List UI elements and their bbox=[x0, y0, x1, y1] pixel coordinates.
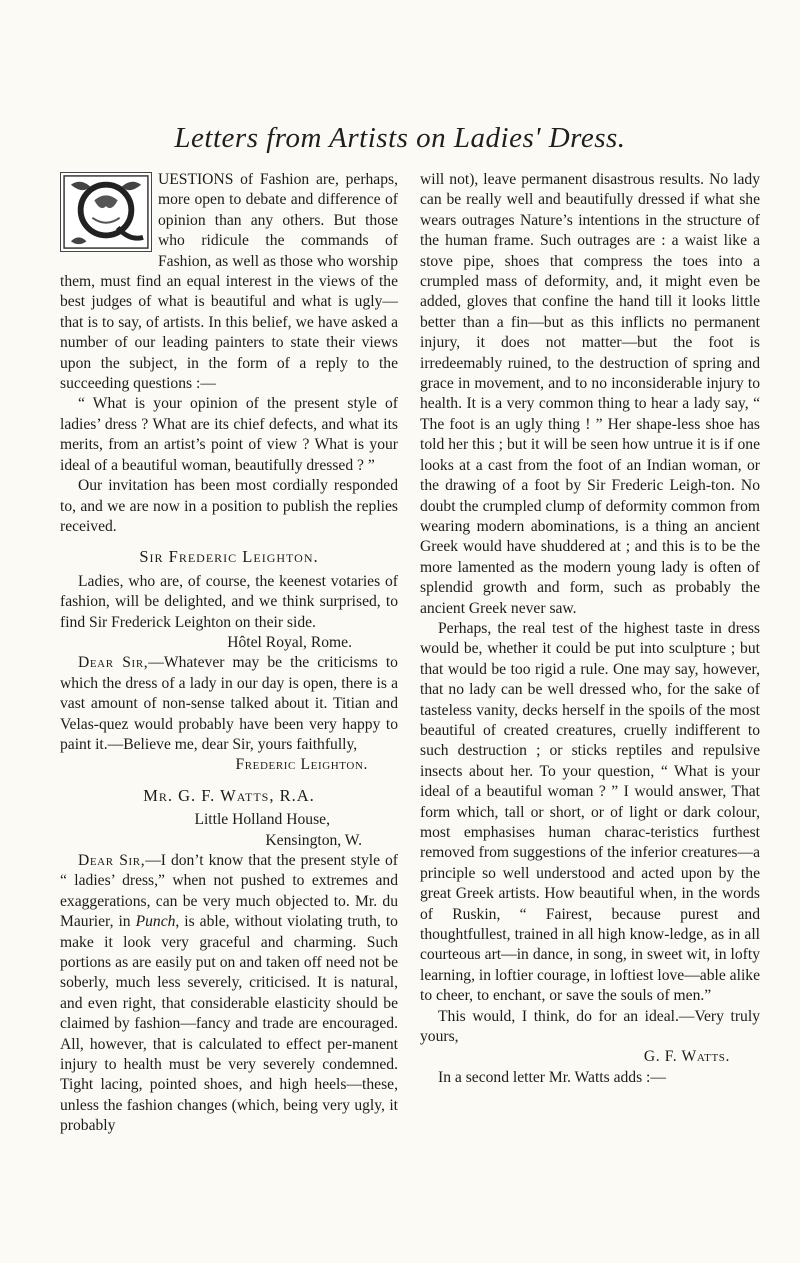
watts-letter-body-b: , is able, without violating truth, to make it look very graceful and charming. Such portions as are easily put on and taken off need not be soberly, much less severely, criticised. It is natural, and even right, that considerable elasticity should be claimed by fashion—fancy and trade are encouraged. All, however, that is calculated to effect per-manent injury to health must be very severely condemned. Tight lacing, pointed shoes, and high heels—these, unless the fashion changes (which, being very ugly, it probably bbox=[60, 913, 398, 1135]
ornament-icon bbox=[61, 173, 151, 251]
salutation: Dear Sir, bbox=[78, 852, 146, 869]
watts-letter-body-a: —I don’t know that the present style of “ ladies’ dress,” when not pushed to extremes and exaggerations, can be very much objected to. Mr. du Maurier, in bbox=[60, 852, 398, 931]
intro-questions: “ What is your opinion of the present style of ladies’ dress ? What are its chief defects, and what its merits, from an artist’s point of view ? What is your ideal of a beautiful woman, beautifully dressed ? ” bbox=[60, 395, 398, 474]
salutation: Dear Sir, bbox=[78, 654, 149, 672]
paragraph-second-letter: In a second letter Mr. Watts adds :— bbox=[438, 1068, 666, 1086]
intro-paragraph-3: Our invitation has been most cordially responded to, and we are now in a position to publish the replies received. bbox=[60, 477, 398, 535]
address-watts-line1: Little Holland House, bbox=[194, 811, 330, 829]
watts-letter-continued: will not), leave permanent disastrous results. No lady can be really well and beautifully dressed if what she wears outrages Nature’s intentions in the structure of the human frame. Such outrages are : a waist like a stove pipe, shoes that compress the toes into a crumpled mass of deformity, and, it might even be added, gloves that confine the hand till it looks little better than a fin—but as this inflicts no permanent injury, it does not matter—but the foot is irredeemably ruined, to the destruction of spring and grace in movement, and to no inconsiderable injury to health. It is a very common thing to hear a lady say, “ The foot is an ugly thing ! ” Her shape-less shoe has told her this ; but it will be seen how untrue it is if one looks at a cast from the foot of an Indian woman, or the drawing of a foot by Sir Frederic Leigh-ton. No doubt the crumpled clump of deformity common from wearing modern abominations, is a thing an ancient Greek would have shuddered at ; and this is to be the more lamented as the modern young lady is often of splendid growth and form, such as probably the ancient Greek never saw. bbox=[420, 171, 760, 617]
leighton-intro: Ladies, who are, of course, the keenest votaries of fashion, will be delighted, and we think surprised, to find Sir Frederick Leighton on their side. bbox=[60, 572, 398, 631]
watts-letter bbox=[60, 851, 398, 1137]
right-column bbox=[420, 170, 760, 1088]
punch-title: Punch bbox=[135, 913, 176, 931]
leighton-letter-body: —Whatever may be the criticisms to which the dress of a lady in our day is open, there is a vast amount of non-sense talked about it. Titian and Velas-quez would probably have been very happy to paint it.—Believe me, dear Sir, yours faithfully, bbox=[60, 654, 398, 753]
left-column bbox=[60, 170, 398, 1137]
signature-watts: G. F. Watts. bbox=[643, 1048, 730, 1066]
address-rome: Hôtel Royal, Rome. bbox=[227, 633, 352, 651]
intro-paragraph-1: UESTIONS of Fashion are, perhaps, more open to debate and difference of opinion than any others. But those who ridicule the commands of Fashion, as well as those who worship them, must find an equal interest in the views of the best judges of what is beautiful and what is ugly—that is to say, of artists. In this belief, we have asked a number of our leading painters to state their views upon the subject, in the form of a reply to the succeeding questions :— bbox=[60, 171, 398, 393]
section-heading-leighton: Sir Frederic Leighton. bbox=[139, 547, 319, 567]
paragraph-perhaps: Perhaps, the real test of the highest taste in dress would be, whether it could be put into sculpture ; but that would be too rigid a rule. One may say, however, that no lady can be well dressed who, for the sake of tasteless vanity, decks herself in the spoils of the most beautiful of created creatures, cruelly indifferent to such destruction ; or sticks reptiles and repulsive insects about her. To your question, “ What is your ideal of a beautiful woman ? ” I would answer, That form which, tall or short, or of light or dark colour, most emphasises human charac-teristics furthest removed from suggestions of the inferior creatures—a principle so well understood and acted upon by the great Greek artists. How beautiful when, in the words of Ruskin, “ Fairest, because purest and thoughtfullest, trained in all high know-ledge, as in all courteous art—in dance, in song, in sweet wit, in lofty learning, in loftier courage, in loftiest love—able alike to cheer, to enchant, or save the souls of men.” bbox=[420, 619, 760, 1005]
paragraph-ideal: This would, I think, do for an ideal.—Very truly yours, bbox=[420, 1007, 760, 1046]
leighton-letter bbox=[60, 653, 398, 755]
address-watts-line2: Kensington, W. bbox=[265, 831, 362, 849]
ornamental-initial-q bbox=[60, 172, 152, 252]
section-heading-watts: Mr. G. F. Watts, R.A. bbox=[143, 785, 315, 805]
signature-leighton: Frederic Leighton. bbox=[235, 756, 368, 774]
page-title: Letters from Artists on Ladies' Dress. bbox=[174, 122, 626, 154]
